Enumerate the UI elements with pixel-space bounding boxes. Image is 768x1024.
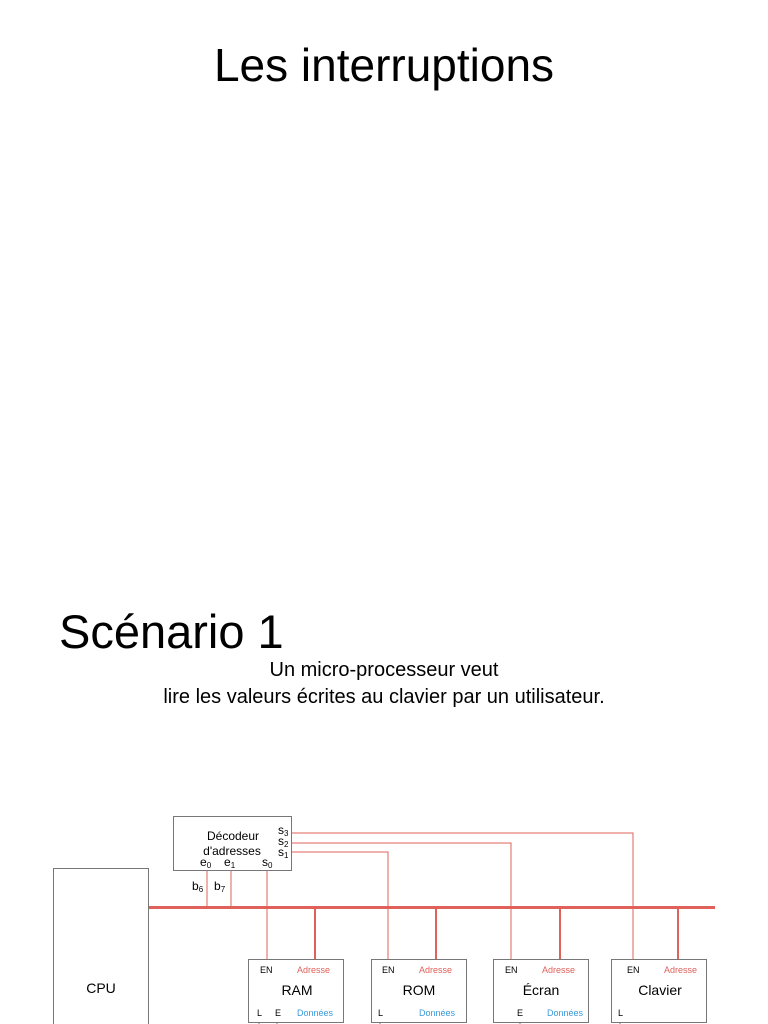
rom-name: ROM bbox=[402, 982, 436, 998]
ecran-address-label: Adresse bbox=[542, 965, 576, 975]
rom-address-label: Adresse bbox=[419, 965, 453, 975]
decoder-output-s0: s0 bbox=[262, 855, 273, 870]
scenario-title: Scénario 1 bbox=[59, 605, 284, 658]
ram-write-label: E bbox=[275, 1008, 282, 1018]
decoder-output-s2: s2 bbox=[278, 834, 289, 849]
ecran-en-label: EN bbox=[505, 965, 518, 975]
decoder-output-s3: s3 bbox=[278, 823, 289, 838]
cpu-label: CPU bbox=[86, 980, 116, 996]
device-clavier bbox=[612, 960, 707, 1023]
device-rom bbox=[372, 960, 467, 1023]
ram-data-label: Données bbox=[297, 1008, 334, 1018]
rom-en-label: EN bbox=[382, 965, 395, 975]
decoder-input-e1: e1 bbox=[224, 855, 236, 870]
clavier-name: Clavier bbox=[638, 982, 682, 998]
decoder-output-s1: s1 bbox=[278, 845, 289, 860]
decoder-input-e0: e0 bbox=[200, 855, 212, 870]
bus-bit-b6: b6 bbox=[192, 879, 204, 894]
ecran-name: Écran bbox=[522, 982, 560, 998]
wire-s2-ecran bbox=[292, 843, 511, 960]
ram-address-label: Adresse bbox=[297, 965, 331, 975]
clavier-en-label: EN bbox=[627, 965, 640, 975]
ecran-data-label: Données bbox=[547, 1008, 584, 1018]
clavier-address-label: Adresse bbox=[664, 965, 698, 975]
clavier-read-label: L bbox=[618, 1008, 624, 1018]
device-ecran bbox=[494, 960, 589, 1023]
description-line-2: lire les valeurs écrites au clavier par un utilisateur. bbox=[163, 686, 605, 708]
decoder-label-line-2: d'adresses bbox=[203, 844, 261, 858]
ecran-write-label: E bbox=[517, 1008, 524, 1018]
ram-en-label: EN bbox=[260, 965, 273, 975]
decoder-label-line-1: Décodeur bbox=[206, 829, 260, 843]
slide-title: Les interruptions bbox=[213, 39, 555, 91]
rom-data-label: Données bbox=[419, 1008, 456, 1018]
bus-bit-b7: b7 bbox=[214, 879, 226, 894]
device-ram bbox=[249, 960, 344, 1023]
rom-read-label: L bbox=[378, 1008, 384, 1018]
cpu-box bbox=[54, 869, 149, 1024]
ram-read-label: L bbox=[257, 1008, 263, 1018]
description-line-1: Un micro-processeur veut bbox=[269, 659, 499, 681]
ram-name: RAM bbox=[281, 982, 313, 998]
